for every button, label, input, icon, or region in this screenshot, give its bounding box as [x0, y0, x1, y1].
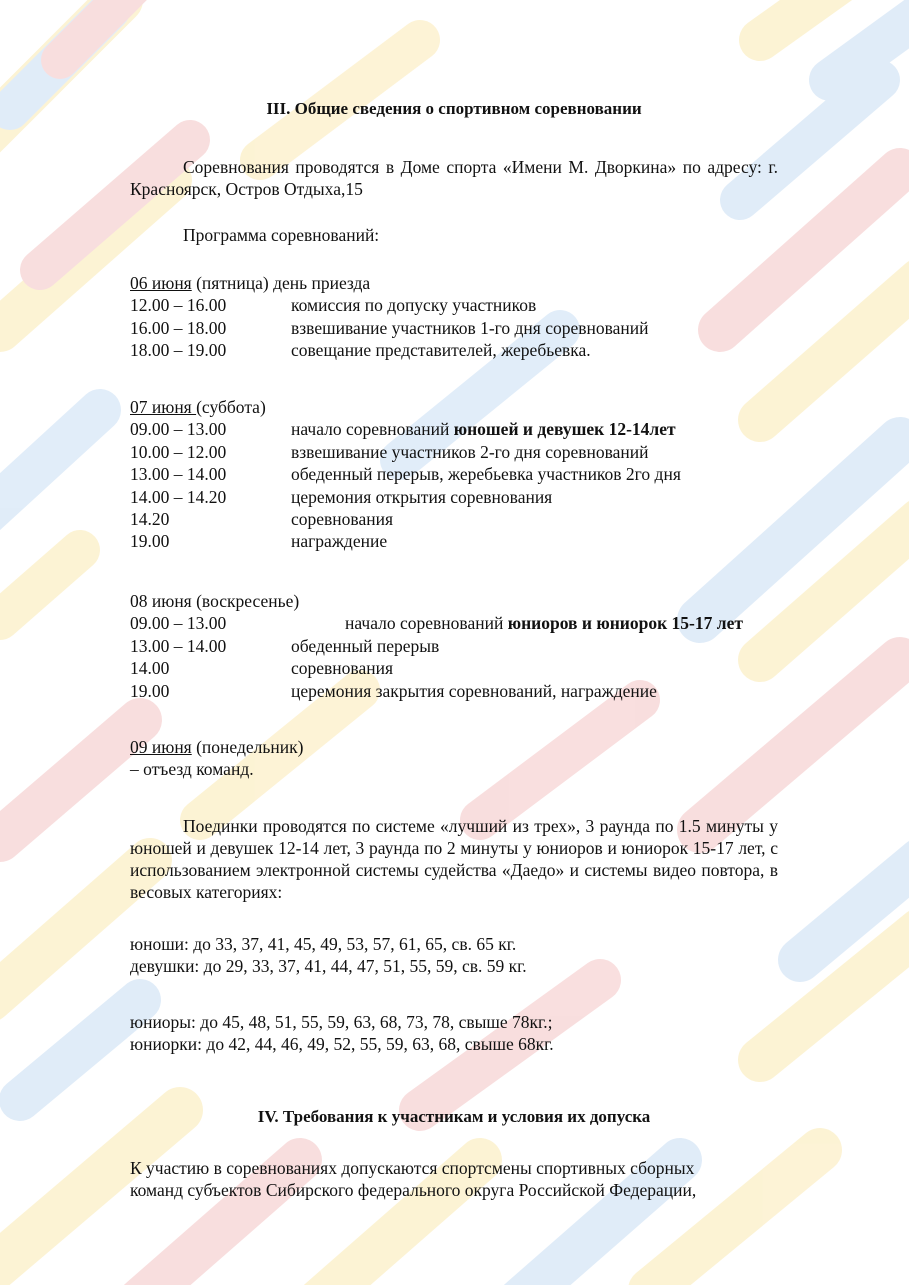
- section-3-heading: III. Общие сведения о спортивном соревновании: [266, 99, 642, 118]
- schedule-day-2: [130, 396, 850, 553]
- schedule-row: [130, 657, 850, 679]
- schedule-time: 09.00 – 13.00: [130, 419, 227, 440]
- schedule-time: 14.00 – 14.20: [130, 486, 227, 507]
- schedule-time: 14.20: [130, 508, 170, 529]
- day-heading: [130, 396, 850, 418]
- schedule-desc-text: начало соревнований: [345, 613, 508, 634]
- day-date: 09 июня: [130, 737, 192, 757]
- schedule-time: 10.00 – 12.00: [130, 441, 227, 462]
- weights-girls: девушки: до 29, 33, 37, 41, 44, 47, 51, 55, 59, св. 59 кг.: [130, 956, 527, 977]
- weight-categories-youth: [130, 933, 850, 978]
- schedule-desc: награждение: [291, 531, 388, 552]
- schedule-desc: взвешивание участников 1-го дня соревнований: [291, 317, 649, 338]
- schedule-time: 09.00 – 13.00: [130, 613, 227, 634]
- paragraph-line: команд субъектов Сибирского федерального округа Российской Федерации,: [130, 1180, 697, 1201]
- schedule-day-1: [130, 272, 850, 362]
- schedule-row: [130, 635, 850, 657]
- schedule-row: [130, 418, 850, 440]
- schedule-row: [130, 612, 850, 634]
- schedule-time: 13.00 – 14.00: [130, 635, 227, 656]
- schedule-row: [130, 680, 850, 702]
- day-weekday: (суббота): [196, 397, 266, 417]
- schedule-desc: [291, 418, 676, 440]
- schedule-time: 18.00 – 19.00: [130, 340, 227, 361]
- program-title: Программа соревнований:: [183, 225, 380, 245]
- schedule-time: 13.00 – 14.00: [130, 464, 227, 485]
- schedule-row: [130, 339, 850, 361]
- day-date: 06 июня: [130, 273, 192, 293]
- day-heading: 08 июня (воскресенье): [130, 591, 300, 611]
- schedule-desc: обеденный перерыв: [291, 635, 440, 656]
- schedule-row: [130, 317, 850, 339]
- weights-boys: юноши: до 33, 37, 41, 45, 49, 53, 57, 61, 65, св. 65 кг.: [130, 934, 517, 954]
- schedule-row: [130, 508, 850, 530]
- schedule-time: 19.00: [130, 531, 170, 552]
- schedule-desc: соревнования: [291, 508, 393, 529]
- schedule-desc-bold: юношей и девушек 12-14лет: [453, 419, 676, 440]
- schedule-row: [130, 441, 850, 463]
- weight-categories-juniors: [130, 1011, 850, 1056]
- schedule-desc: совещание представителей, жеребьевка.: [291, 340, 591, 361]
- day-heading: [130, 272, 850, 294]
- schedule-desc: взвешивание участников 2-го дня соревнований: [291, 441, 649, 462]
- day-heading: [130, 736, 850, 758]
- schedule-desc: соревнования: [291, 658, 393, 679]
- schedule-desc: церемония открытия соревнования: [291, 486, 553, 507]
- day-date: 07 июня: [130, 397, 197, 417]
- schedule-time: 14.00: [130, 658, 170, 679]
- schedule-row: [130, 463, 850, 485]
- schedule-desc-text: начало соревнований: [291, 419, 454, 440]
- section-4-heading: IV. Требования к участникам и условия их допуска: [257, 1107, 651, 1126]
- schedule-desc-bold: юниоров и юниорок 15-17 лет: [507, 613, 743, 634]
- schedule-row: [130, 486, 850, 508]
- schedule-desc: церемония закрытия соревнований, награждение: [291, 680, 657, 701]
- fights-paragraph: Поединки проводятся по системе «лучший из трех», 3 раунда по 1.5 минуты у юношей и девушек 12-14 лет, 3 раунда по 2 минуты у юниоров и юниорок 15-17 лет, с использованием электронной системы судейства «Даедо» и системы видео повтора, в весовых категориях:: [130, 816, 778, 902]
- schedule-row: [130, 294, 850, 316]
- schedule-row: [130, 530, 850, 552]
- section-4-paragraph: [130, 1157, 850, 1202]
- schedule-day-3: [130, 590, 850, 702]
- schedule-time: 16.00 – 18.00: [130, 317, 227, 338]
- schedule-desc: обеденный перерыв, жеребьевка участников 2го дня: [291, 464, 681, 485]
- departure-note: – отъезд команд.: [130, 759, 254, 780]
- day-weekday: (понедельник): [191, 737, 304, 757]
- weights-juniors-female: юниорки: до 42, 44, 46, 49, 52, 55, 59, 63, 68, свыше 68кг.: [130, 1034, 554, 1055]
- venue-paragraph: Соревнования проводятся в Доме спорта «Имени М. Дворкина» по адресу: г. Красноярск, Остров Отдыха,15: [130, 157, 778, 199]
- schedule-time: 12.00 – 16.00: [130, 295, 227, 316]
- weights-juniors-male: юниоры: до 45, 48, 51, 55, 59, 63, 68, 73, 78, свыше 78кг.;: [130, 1012, 553, 1032]
- schedule-desc: [345, 612, 743, 634]
- day-weekday: (пятница) день приезда: [191, 273, 371, 293]
- schedule-time: 19.00: [130, 680, 170, 701]
- schedule-desc: комиссия по допуску участников: [291, 295, 537, 316]
- schedule-day-4: [130, 736, 850, 781]
- paragraph-line: К участию в соревнованиях допускаются спортсмены спортивных сборных: [130, 1158, 695, 1178]
